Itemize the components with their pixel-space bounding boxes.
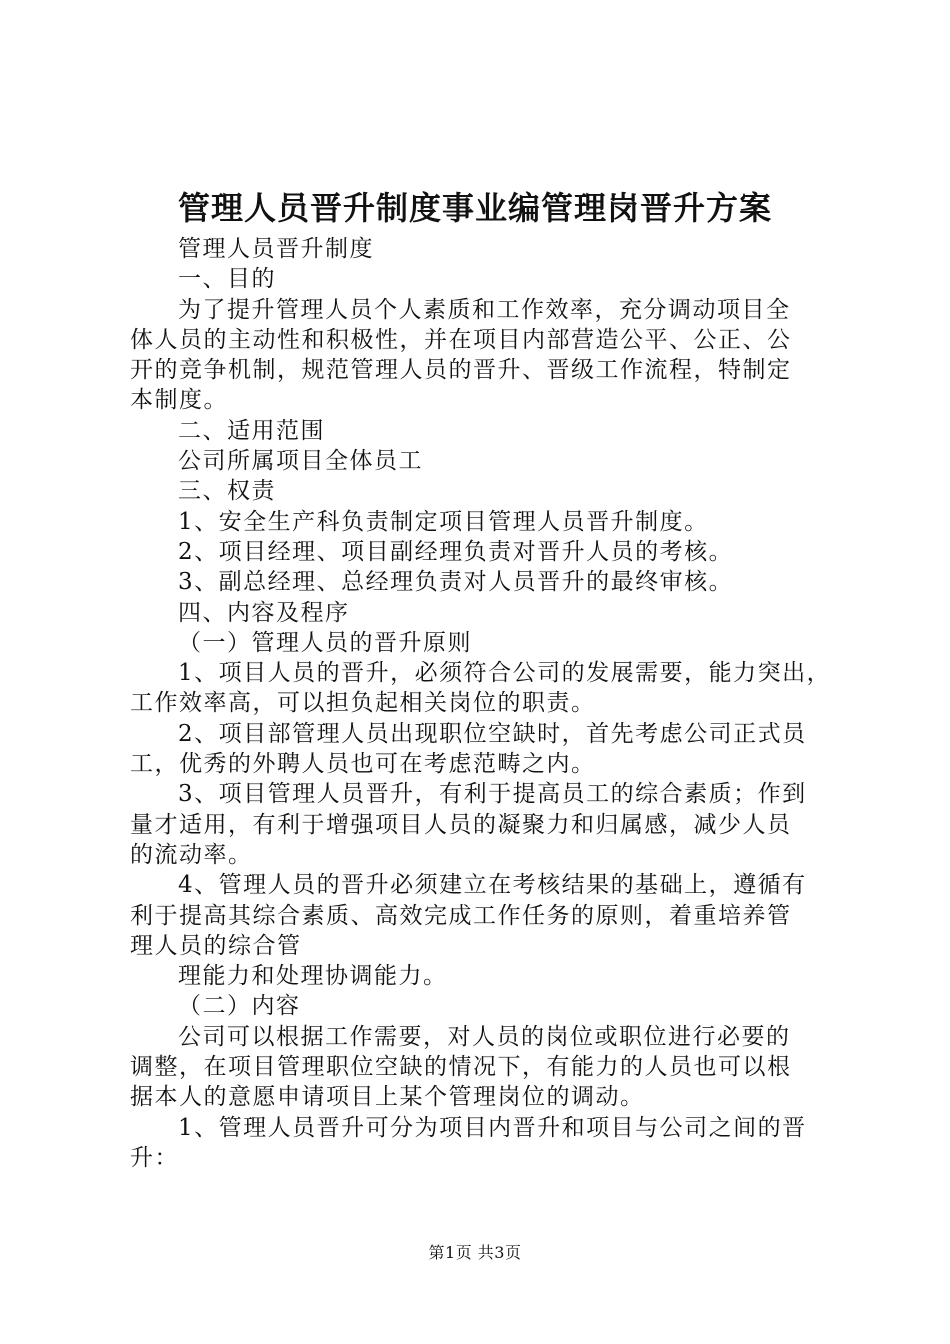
body-line: 理能力和处理协调能力。 — [178, 963, 448, 990]
body-line: 体人员的主动性和积极性，并在项目内部营造公平、公正、公 — [130, 326, 792, 353]
body-line: 调整，在项目管理职位空缺的情况下，有能力的人员也可以根 — [130, 1054, 792, 1081]
body-line: 3、项目管理人员晋升，有利于提高员工的综合素质；作到 — [178, 781, 807, 808]
body-line: 量才适用，有利于增强项目人员的凝聚力和归属感，减少人员 — [130, 811, 792, 838]
body-line: 公司所属项目全体员工 — [178, 448, 423, 475]
body-line: 4、管理人员的晋升必须建立在考核结果的基础上，遵循有 — [178, 872, 807, 899]
body-line: 3、副总经理、总经理负责对人员晋升的最终审核。 — [178, 569, 734, 596]
body-line: 利于提高其综合素质、高效完成工作任务的原则，着重培养管 — [130, 902, 792, 929]
body-line: 开的竞争机制，规范管理人员的晋升、晋级工作流程，特制定 — [130, 357, 792, 384]
body-line: 管理人员晋升制度 — [178, 236, 374, 262]
body-line: 本制度。 — [130, 387, 228, 414]
body-line: 升： — [130, 1144, 179, 1171]
body-line: 公司可以根据工作需要，对人员的岗位或职位进行必要的 — [178, 1023, 791, 1050]
body-line: 的流动率。 — [130, 841, 253, 868]
body-line: 三、权责 — [178, 478, 276, 505]
body-line: 一、目的 — [178, 266, 276, 293]
body-line: 为了提升管理人员个人素质和工作效率，充分调动项目全 — [178, 296, 791, 323]
body-line: （二）内容 — [178, 993, 301, 1020]
body-line: 理人员的综合管 — [130, 932, 302, 959]
body-line: 四、内容及程序 — [178, 599, 350, 626]
body-line: （一）管理人员的晋升原则 — [178, 629, 472, 656]
body-line: 据本人的意愿申请项目上某个管理岗位的调动。 — [130, 1084, 645, 1111]
body-line: 工作效率高，可以担负起相关岗位的职责。 — [130, 690, 596, 717]
document-title: 管理人员晋升制度事业编管理岗晋升方案 — [177, 189, 772, 227]
body-line: 1、项目人员的晋升，必须符合公司的发展需要，能力突出， — [178, 660, 832, 687]
document-body — [130, 234, 830, 1173]
body-line: 二、适用范围 — [178, 417, 325, 444]
page-footer: 第1页 共3页 — [428, 1243, 522, 1262]
body-line: 2、项目经理、项目副经理负责对晋升人员的考核。 — [178, 538, 734, 565]
body-line: 1、管理人员晋升可分为项目内晋升和项目与公司之间的晋 — [178, 1114, 807, 1141]
body-line: 工，优秀的外聘人员也可在考虑范畴之内。 — [130, 751, 596, 778]
body-line: 2、项目部管理人员出现职位空缺时，首先考虑公司正式员 — [178, 720, 807, 747]
body-line: 1、安全生产科负责制定项目管理人员晋升制度。 — [178, 508, 709, 535]
